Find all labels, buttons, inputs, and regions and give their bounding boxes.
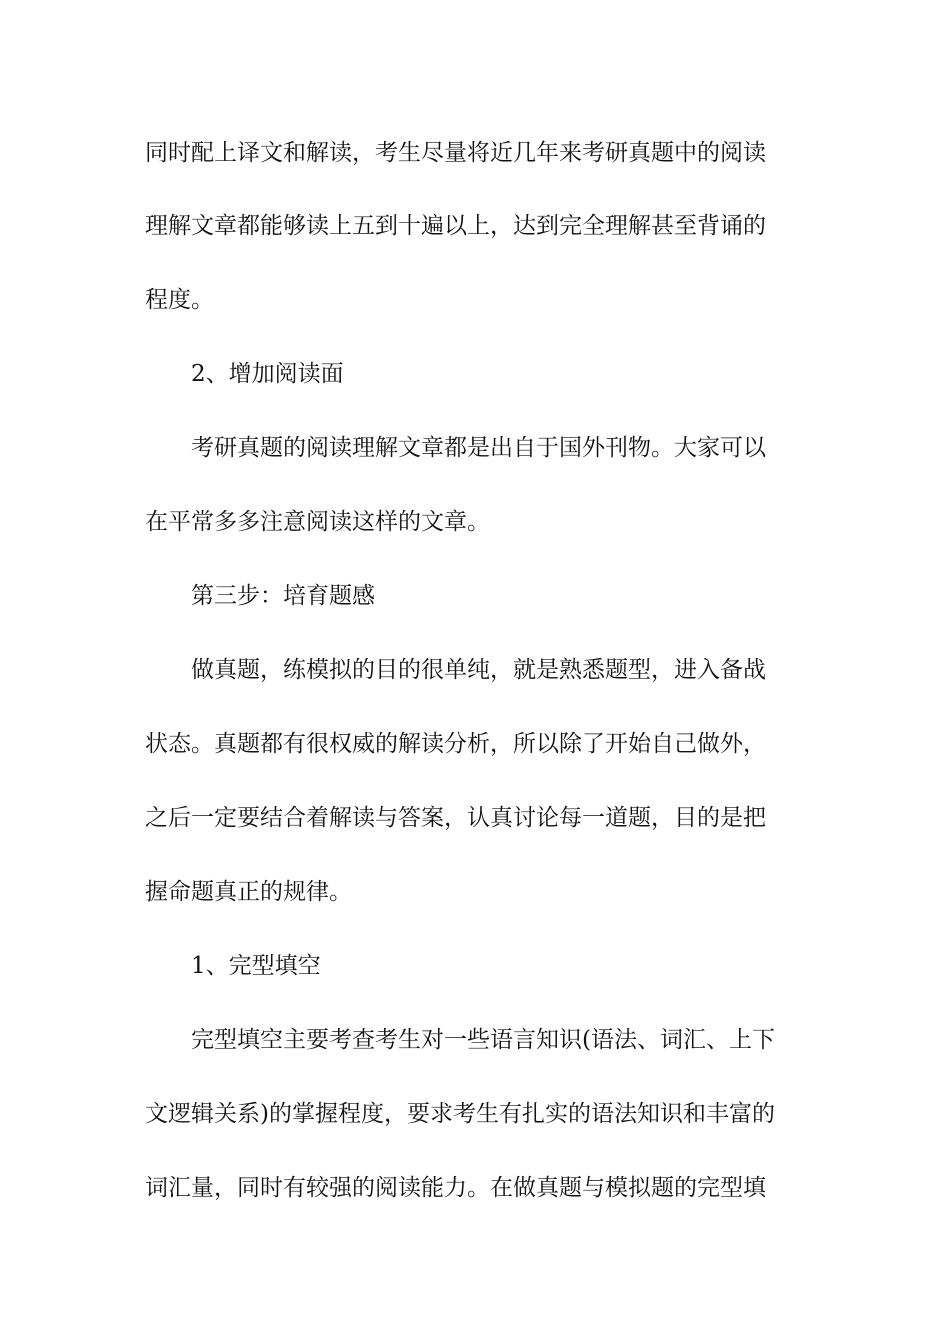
- paragraph-line: 状态。真题都有很权威的解读分析，所以除了开始自己做外，: [145, 731, 766, 757]
- paragraph-line: 在平常多多注意阅读这样的文章。: [145, 509, 490, 535]
- paragraph-line: 词汇量，同时有较强的阅读能力。在做真题与模拟题的完型填: [145, 1175, 766, 1201]
- paragraph-line: 握命题真正的规律。: [145, 879, 352, 905]
- section-heading: 2、增加阅读面: [191, 361, 344, 387]
- paragraph-line: 程度。: [145, 287, 214, 313]
- paragraph-line: 完型填空主要考查考生对一些语言知识(语法、词汇、上下: [191, 1027, 775, 1053]
- paragraph-line: 同时配上译文和解读，考生尽量将近几年来考研真题中的阅读: [145, 140, 766, 166]
- section-heading: 1、完型填空: [191, 953, 321, 979]
- paragraph-line: 文逻辑关系)的掌握程度，要求考生有扎实的语法知识和丰富的: [145, 1101, 775, 1127]
- paragraph-line: 做真题，练模拟的目的很单纯，就是熟悉题型，进入备战: [191, 657, 766, 683]
- paragraph-line: 之后一定要结合着解读与答案，认真讨论每一道题，目的是把: [145, 805, 766, 831]
- section-heading: 第三步：培育题感: [191, 583, 375, 609]
- paragraph-line: 理解文章都能够读上五到十遍以上，达到完全理解甚至背诵的: [145, 213, 766, 239]
- paragraph-line: 考研真题的阅读理解文章都是出自于国外刊物。大家可以: [191, 435, 766, 461]
